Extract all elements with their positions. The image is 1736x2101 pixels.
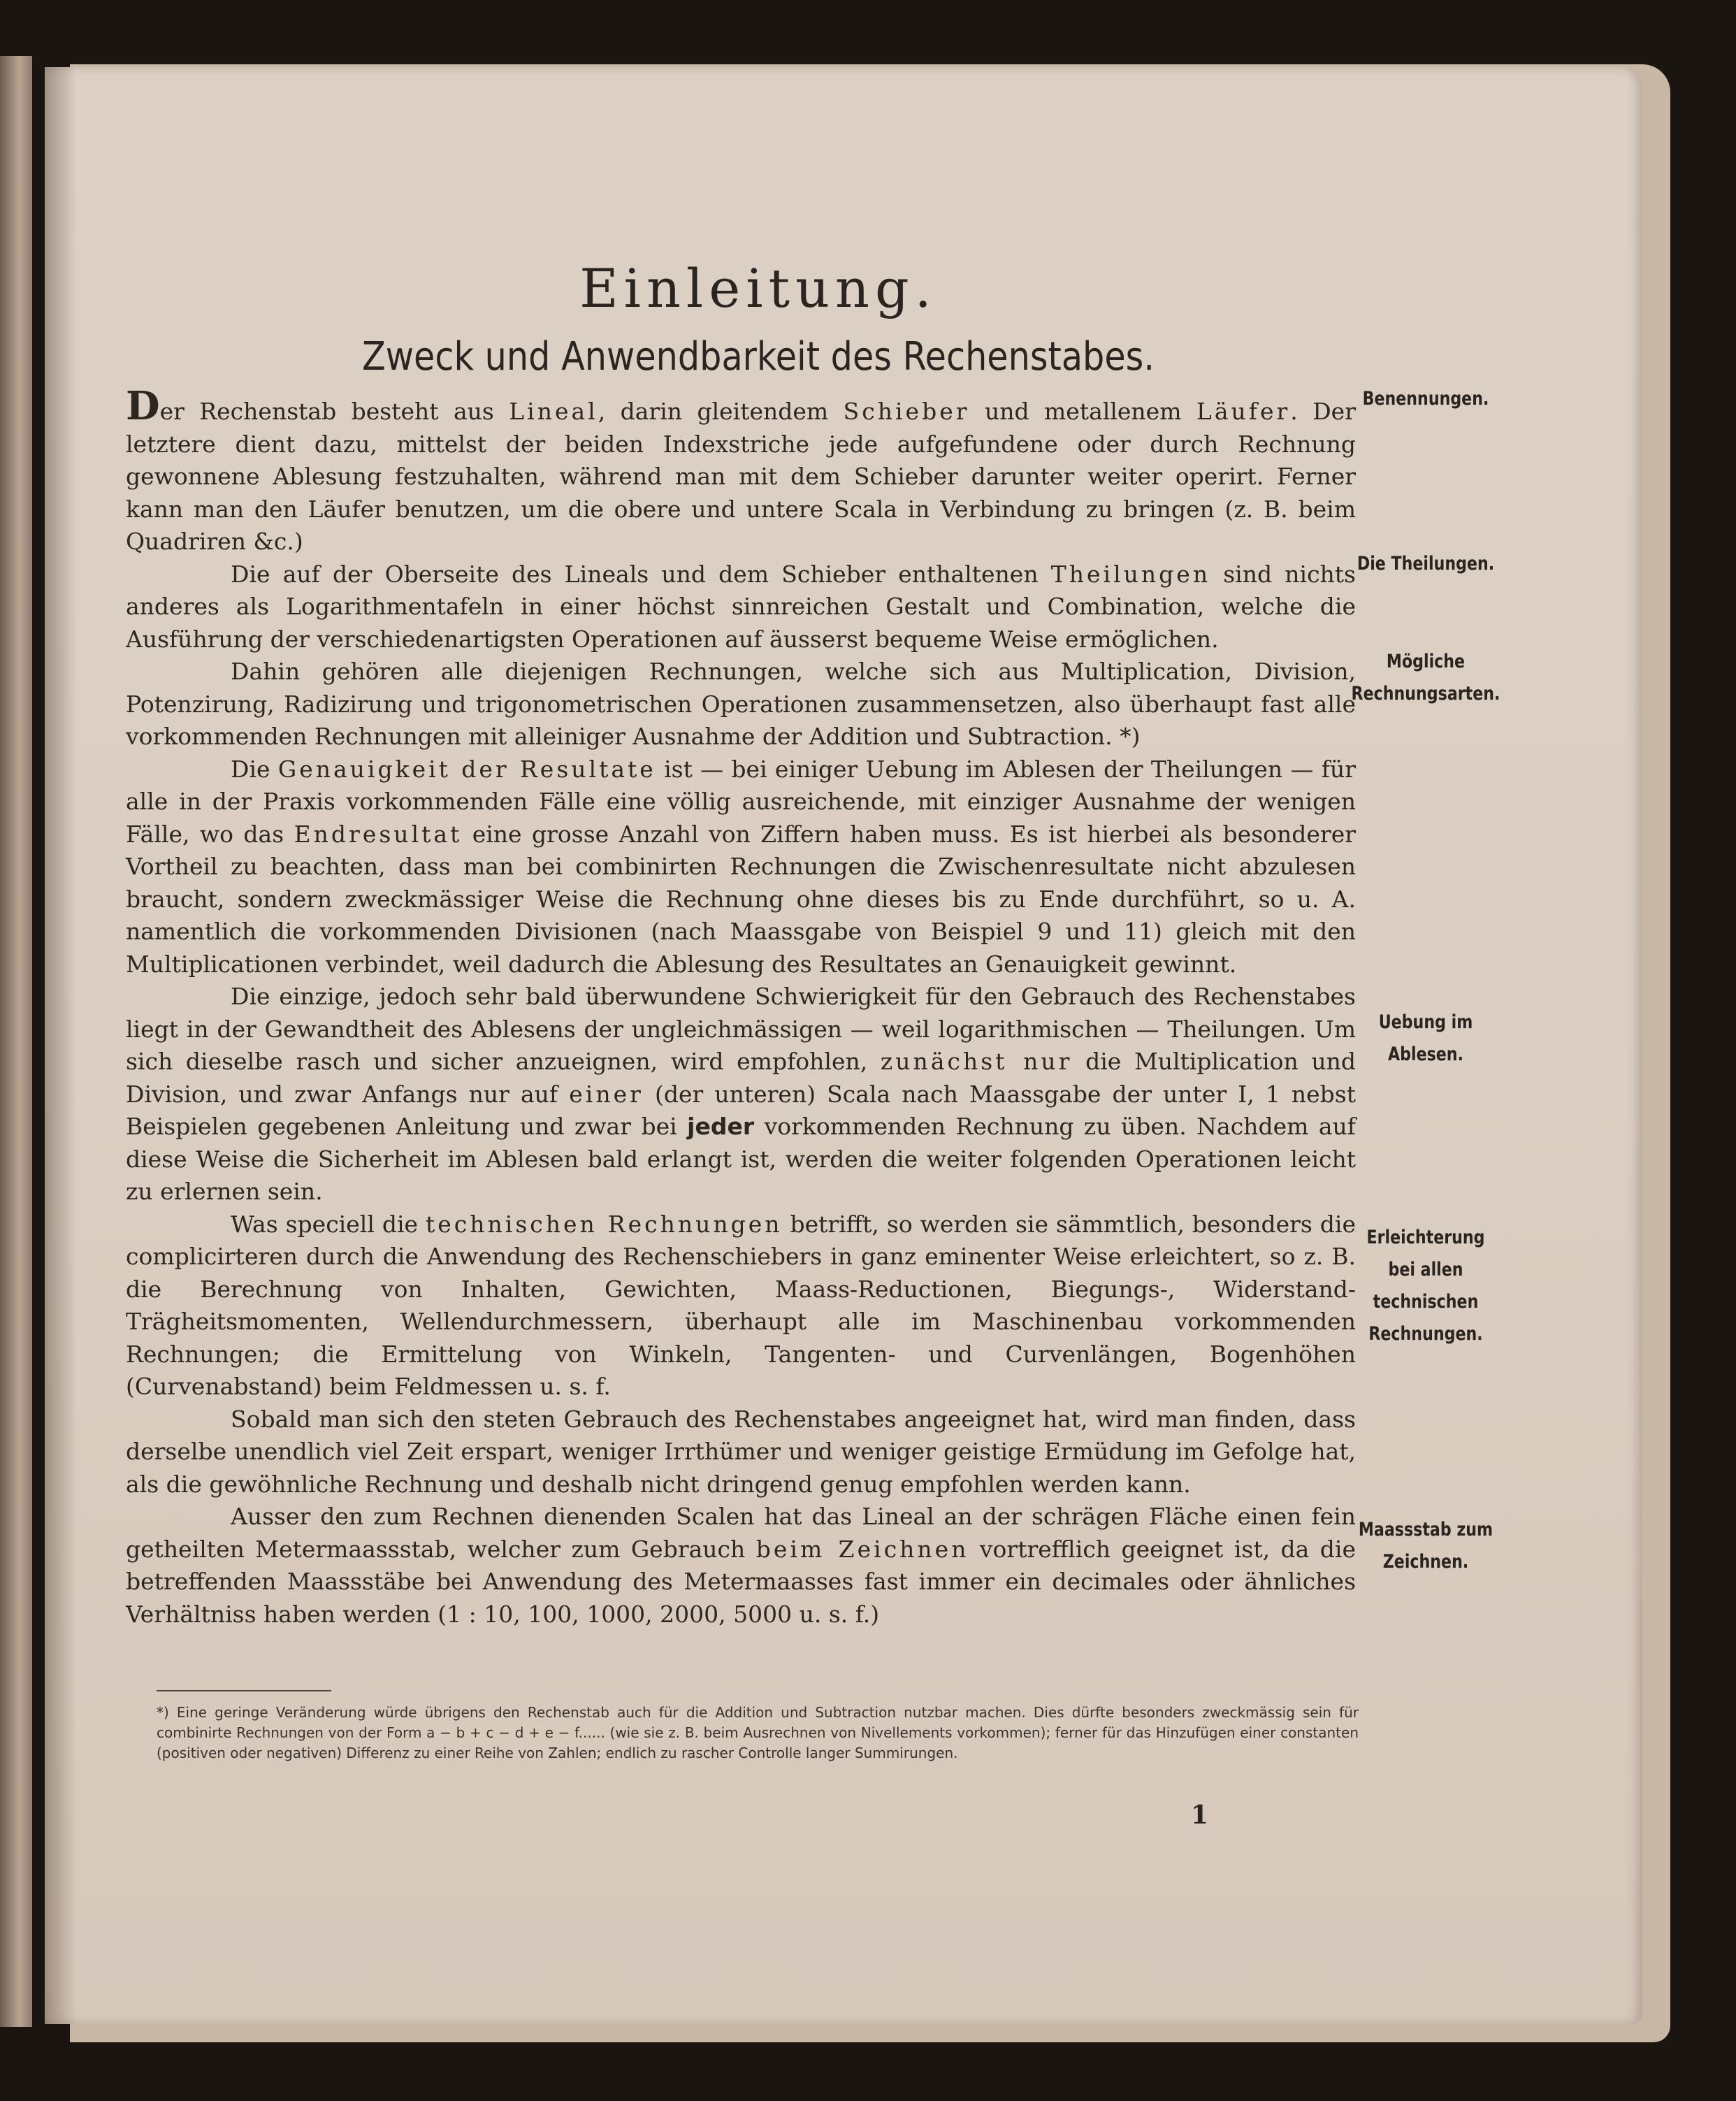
text-run: Die auf der Oberseite des Lineals und dem Schieber enthaltenen — [231, 560, 1051, 588]
paragraph — [126, 383, 1356, 558]
text-run: vortrefflich geeignet ist, da die betreffenden Maassstäbe bei Anwendung des Metermaasses fast immer ein decimales oder ähnliches Verhältniss haben werden (1 : 10, 100, 1000, 2000, 5000 u. s. f.) — [126, 1535, 1356, 1628]
footnote-rule — [157, 1690, 331, 1691]
text-run: (der unteren) Scala nach Maassgabe der unter I, 1 nebst Beispielen gegebenen Anleitung und zwar bei — [126, 1080, 1356, 1140]
drop-cap: D — [126, 383, 160, 429]
margin-note-theilungen: Die Theilungen. — [1357, 553, 1495, 575]
paragraph — [126, 1501, 1356, 1631]
spaced-emphasis: Schieber — [843, 398, 970, 425]
page-number: 1 — [1191, 1800, 1209, 1830]
spaced-emphasis: Läufer — [1196, 398, 1291, 425]
text-run: eine grosse Anzahl von Ziffern haben muss. Es ist hierbei als besonderer Vortheil zu beachten, dass man bei combinirten Rechnungen die Zwischenresultate nicht abzulesen braucht, sondern zweckmässiger Weise die Rechnung ohne dieses bis zu Ende durchführt, so u. A. namentlich die vorkommenden Divisionen (nach Maassgabe von Beispiel 9 und 11) gleich mit den Multiplicationen verbindet, weil dadurch die Ablesung des Resultates an Genauigkeit gewinnt. — [126, 820, 1357, 978]
spaced-emphasis: Genauigkeit der Resultate — [277, 755, 656, 783]
margin-note-maassstab: Maassstab zum Zeichnen. — [1358, 1519, 1493, 1573]
margin-note-benennungen: Benennungen. — [1362, 388, 1489, 410]
bold-emphasis: jeder — [687, 1113, 755, 1140]
paragraph — [126, 1208, 1356, 1403]
paragraph — [126, 753, 1356, 981]
spaced-emphasis: zunächst nur — [880, 1048, 1073, 1075]
text-run: ist — bei einiger Uebung im Ablesen der Theilungen — für alle in der Praxis vorkommenden Fälle eine völlig ausreichende, mit einziger Ausnahme der wenigen Fälle, wo das — [126, 755, 1356, 848]
text-run: . Der letztere dient dazu, mittelst der beiden Indexstriche jede aufgefundene oder durch Rechnung gewonnene Ablesung festzuhalten, während man mit dem Schieber darunter weiter operirt. Ferner kann man den Läufer benutzen, um die obere und untere Scala in Verbindung zu bringen (z. B. beim Quadriren &c.) — [126, 398, 1356, 555]
text-run: sind nichts anderes als Logarithmentafeln in einer höchst sinnreichen Gestalt und Combination, welche die Ausführung der verschiedenartigsten Operationen auf äusserst bequeme Weise ermöglichen. — [126, 560, 1356, 653]
body-text — [126, 383, 1357, 1631]
text-run: und metallenem — [969, 398, 1196, 425]
spaced-emphasis: beim Zeichnen — [755, 1535, 969, 1563]
spaced-emphasis: Endresultat — [294, 820, 463, 848]
text-run: betrifft, so werden sie sämmtlich, besonders die complicirteren durch die Anwendung des Rechenschiebers in ganz eminenter Weise erleichtert, so z. B. die Berechnung von Inhalten, Gewichten, Maass-Reductionen, Biegungs-, Widerstand-Trägheitsmomenten, Wellendurchmessern, überhaupt alle im Maschinenbau vorkommenden Rechnungen; die Ermittelung von Winkeln, Tangenten- und Curvenlängen, Bogenhöhen (Curvenabstand) beim Feldmessen u. s. f. — [126, 1210, 1356, 1400]
margin-note-rechnungsarten: Mögliche Rechnungsarten. — [1351, 651, 1500, 705]
footnote: *) Eine geringe Veränderung würde übrigens den Rechenstab auch für die Addition und Subtraction nutzbar machen. Dies dürfte besonders zweckmässig sein für combinirte Rechnungen von der Form a − b + c − d + e − f...... (wie sie z. B. beim Ausrechnen von Nivellements vorkommen); ferner für das Hinzufügen einer constanten (positiven oder negativen) Differenz zu einer Reihe von Zahlen; endlich zu rascher Controlle langer Summirungen. — [157, 1704, 1359, 1761]
spaced-emphasis: technischen Rechnungen — [426, 1210, 783, 1238]
margin-note-erleichterung: Erleichterung bei allen technischen Rechnungen. — [1366, 1227, 1485, 1345]
text-run: Ausser den zum Rechnen dienenden Scalen hat das Lineal an der schrägen Fläche einen fein getheilten Metermaassstab, welcher zum Gebrauch — [126, 1503, 1356, 1563]
margin-note-uebung: Uebung im Ablesen. — [1378, 1011, 1473, 1065]
binding-shadow — [45, 67, 77, 2024]
text-run: die Multiplication und Division, und zwar Anfangs nur auf — [126, 1048, 1356, 1108]
paragraph — [126, 1403, 1356, 1501]
text-run: Die einzige, jedoch sehr bald überwundene Schwierigkeit für den Gebrauch des Rechenstabes liegt in der Gewandtheit des Ablesens der ungleichmässigen — weil logarithmischen — Theilungen. Um sich dieselbe rasch und sicher anzueignen, wird empfohlen, — [126, 983, 1356, 1075]
spaced-emphasis: Lineal — [509, 398, 598, 425]
text-run: er Rechenstab besteht aus — [159, 398, 509, 425]
text-run: Dahin gehören alle diejenigen Rechnungen, welche sich aus Multiplication, Division, Potenzirung, Radizirung und trigonometrischen Operationen zusammensetzen, also überhaupt fast alle vorkommenden Rechnungen mit alleiniger Ausnahme der Addition und Subtraction. *) — [126, 658, 1356, 750]
left-page-edge — [0, 56, 32, 2027]
paragraph — [126, 656, 1356, 753]
page-subtitle: Zweck und Anwendbarkeit des Rechenstabes. — [361, 334, 1155, 380]
book-page — [45, 67, 1642, 2024]
text-run: Sobald man sich den steten Gebrauch des Rechenstabes angeeignet hat, wird man finden, dass derselbe unendlich viel Zeit erspart, weniger Irrthümer und weniger geistige Ermüdung im Gefolge hat, als die gewöhnliche Rechnung und deshalb nicht dringend genug empfohlen werden kann. — [126, 1405, 1356, 1498]
text-run: , darin gleitendem — [598, 398, 844, 425]
spaced-emphasis: einer — [569, 1080, 644, 1108]
page-title: Einleitung. — [579, 257, 937, 319]
text-run: vorkommenden Rechnung zu üben. Nachdem auf diese Weise die Sicherheit im Ablesen bald erlangt ist, werden die weiter folgenden Operationen leicht zu erlernen sein. — [126, 1113, 1356, 1205]
paragraph — [126, 981, 1356, 1208]
text-run: Die — [231, 755, 278, 783]
spaced-emphasis: Theilungen — [1050, 560, 1211, 588]
paragraph — [126, 558, 1356, 656]
text-run: Was speciell die — [231, 1210, 426, 1238]
